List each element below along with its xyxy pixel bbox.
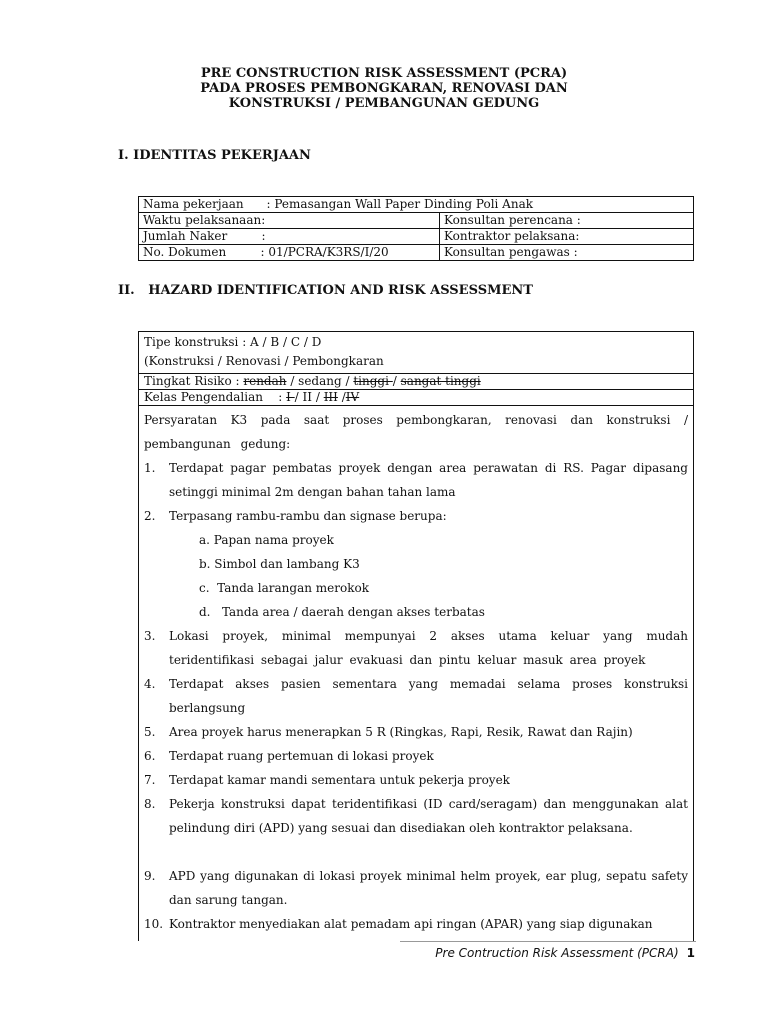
kelas-I-struck: I [286,390,295,404]
hazard-assessment-box [138,331,694,941]
sub-list-item: c. Tanda larangan merokok [199,581,369,595]
risk-sangat-tinggi-struck: sangat tinggi [400,374,481,388]
risk-tinggi-struck: tinggi [353,374,393,388]
jumlah-naker-cell: Jumlah Naker : [139,229,440,245]
list-item: 4. Terdapat akses pasien sementara yang memadai selama proses konstruksi berlangsung [144,677,688,715]
list-item: 1. Terdapat pagar pembatas proyek dengan area perawatan di RS. Pagar dipasang setinggi minimal 2m dengan bahan tahan lama [144,461,688,499]
no-dokumen-cell: No. Dokumen : 01/PCRA/K3RS/I/20 [139,245,440,261]
table-row [139,229,694,245]
table-row [139,213,694,229]
page-footer [0,946,695,960]
nama-pekerjaan-cell: Nama pekerjaan : Pemasangan Wall Paper Dinding Poli Anak [139,197,694,213]
footer-divider [400,941,696,942]
title-line-1: PRE CONSTRUCTION RISK ASSESSMENT (PCRA) [200,66,568,81]
konsultan-pengawas-cell: Konsultan pengawas : [440,245,694,261]
konsultan-perencana-cell: Konsultan perencana : [440,213,694,229]
title-line-2: PADA PROSES PEMBONGKARAN, RENOVASI DAN [200,81,568,96]
kelas-pengendalian-row [139,390,693,406]
kelas-II: / II / [294,390,324,404]
risk-sedang: / sedang / [286,374,354,388]
risk-separator: / [392,374,401,388]
tingkat-risiko-row [139,374,693,390]
kelas-pengendalian-label: Kelas Pengendalian : [144,390,287,404]
list-item: 6. Terdapat ruang pertemuan di lokasi proyek [144,749,434,763]
requirements-list [139,456,693,936]
table-row [139,245,694,261]
document-title [0,66,768,111]
list-item: 9. APD yang digunakan di lokasi proyek minimal helm proyek, ear plug, sepatu safety dan sarung tangan. [144,869,688,907]
tipe-konstruksi-desc: (Konstruksi / Renovasi / Pembongkaran [144,354,384,368]
sub-list-item: a. Papan nama proyek [199,533,334,547]
list-item: 3. Lokasi proyek, minimal mempunyai 2 akses utama keluar yang mudah teridentifikasi sebagai jalur evakuasi dan pintu keluar masuk area proyek [144,629,688,667]
kontraktor-pelaksana-cell: Kontraktor pelaksana: [440,229,694,245]
list-item: 2. Terpasang rambu-rambu dan signase berupa: a. Papan nama proyek b. Simbol dan lambang K3 c. Tanda larangan merokok d. Tanda area / daerah dengan akses terbatas [139,504,688,624]
tingkat-risiko-label: Tingkat Risiko : [144,374,244,388]
footer-title: Pre Contruction Risk Assessment (PCRA) [435,946,679,960]
waktu-pelaksanaan-cell: Waktu pelaksanaan: [139,213,440,229]
signage-sublist [169,528,688,624]
tipe-konstruksi-row [139,332,693,374]
list-item: 10. Kontraktor menyediakan alat pemadam api ringan (APAR) yang siap digunakan [144,917,653,931]
title-line-3: KONSTRUKSI / PEMBANGUNAN GEDUNG [228,96,540,111]
kelas-separator: / [337,390,346,404]
section-heading-identitas: I. IDENTITAS PEKERJAAN [118,148,311,163]
sub-list-item: d. Tanda area / daerah dengan akses terbatas [199,605,485,619]
sub-list-item: b. Simbol dan lambang K3 [199,557,360,571]
requirements-intro: Persyaratan K3 pada saat proses pembongkaran, renovasi dan konstruksi / pembangunan gedung: [144,413,688,451]
table-row [139,197,694,213]
list-item: 5. Area proyek harus menerapkan 5 R (Ringkas, Rapi, Resik, Rawat dan Rajin) [144,725,633,739]
kelas-III-struck: III [323,390,338,404]
identitas-table [138,196,694,261]
section-heading-hazard: II. HAZARD IDENTIFICATION AND RISK ASSESSMENT [118,283,533,298]
kelas-IV-struck: IV [345,390,360,404]
tipe-konstruksi-text: Tipe konstruksi : A / B / C / D [144,335,322,349]
page-number: 1 [686,946,695,960]
risk-rendah-struck: rendah [243,374,287,388]
list-item: 8. Pekerja konstruksi dapat teridentifikasi (ID card/seragam) dan menggunakan alat pelindung diri (APD) yang sesuai dan disediakan oleh kontraktor pelaksana. [144,797,688,835]
list-item: 7. Terdapat kamar mandi sementara untuk pekerja proyek [144,773,510,787]
spacer [139,840,688,864]
